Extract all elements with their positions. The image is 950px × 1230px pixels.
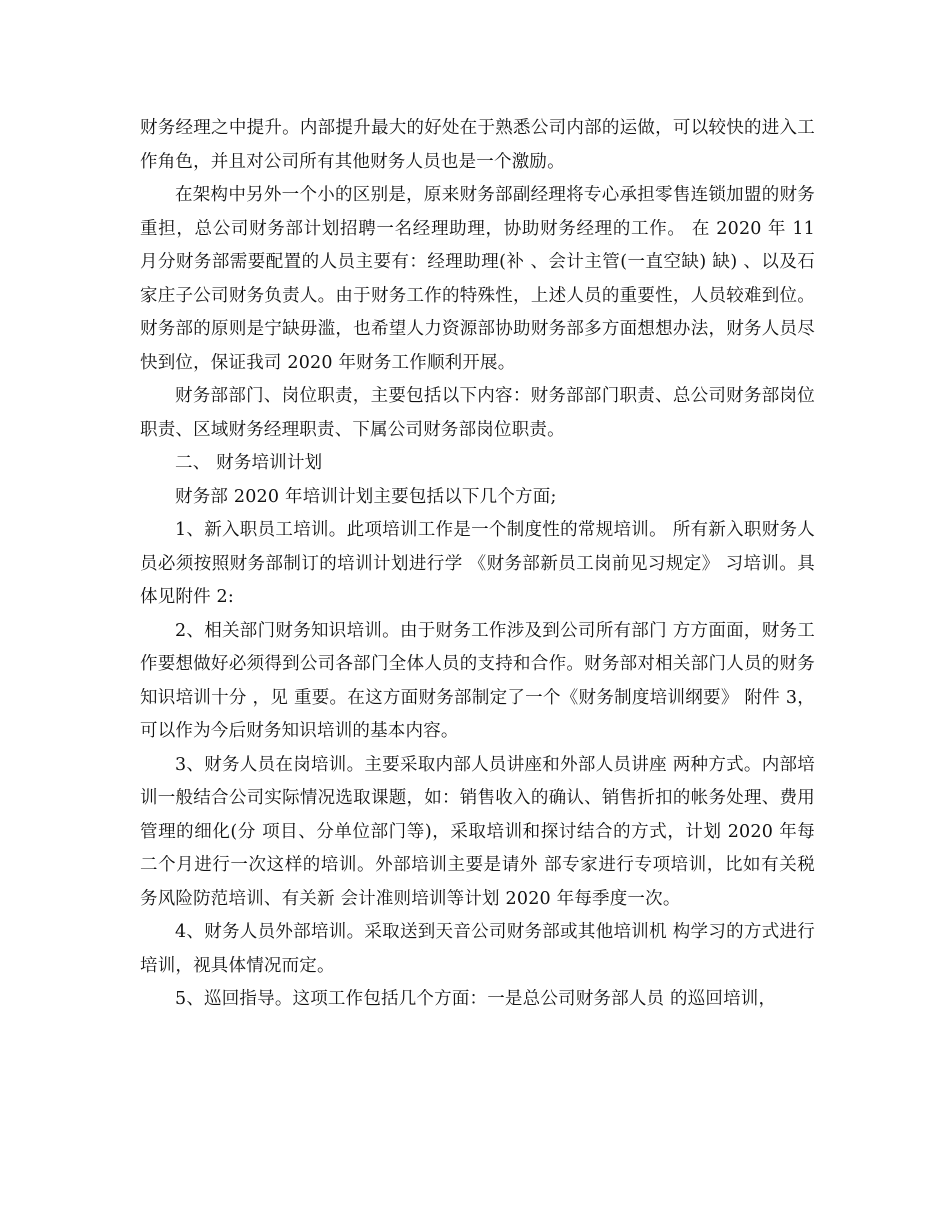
paragraph-item-3: 3、财务人员在岗培训。主要采取内部人员讲座和外部人员讲座 两种方式。内部培训一般结合公司实际情况选取课题，如：销售收入的确认、销售折扣的帐务处理、费用管理的细化(分 项目、分单位部门等)，采取培训和探讨结合的方式，计划 2020 年每二个月进行一次这样的培训。外部培训主要是请外 部专家进行专项培训，比如有关税务风险防范培训、有关新 会计准则培训等计划 2020 年每季度一次。 bbox=[140, 754, 815, 909]
section-heading-training: 二、 财务培训计划 bbox=[175, 453, 323, 473]
paragraph-item-2: 2、相关部门财务知识培训。由于财务工作涉及到公司所有部门 方方面面，财务工作要想做好必须得到公司各部门全体人员的支持和合作。财务部对相关部门人员的财务知识培训十分 ，见 重要。在这方面财务部制定了一个《财务制度培训纲要》 附件 3，可以作为今后财务知识培训的基本内容。 bbox=[140, 620, 815, 741]
paragraph-training-intro: 财务部 2020 年培训计划主要包括以下几个方面; bbox=[175, 486, 557, 507]
paragraph-item-5: 5、巡回指导。这项工作包括几个方面：一是总公司财务部人员 的巡回培训， bbox=[175, 989, 777, 1009]
paragraph-responsibilities: 财务部部门、岗位职责，主要包括以下内容：财务部部门职责、总公司财务部岗位职责、区域财务经理职责、下属公司财务部岗位职责。 bbox=[140, 386, 815, 440]
paragraph-item-1: 1、新入职员工培训。此项培训工作是一个制度性的常规培训。 所有新入职财务人员必须按照财务部制订的培训计划进行学 《财务部新员工岗前见习规定》 习培训。具体见附件 2: bbox=[140, 520, 815, 607]
document-body bbox=[140, 112, 815, 1017]
paragraph-item-4: 4、财务人员外部培训。采取送到天音公司财务部或其他培训机 构学习的方式进行培训，视具体情况而定。 bbox=[140, 922, 815, 976]
paragraph-structure: 在架构中另外一个小的区别是，原来财务部副经理将专心承担零售连锁加盟的财务重担，总公司财务部计划招聘一名经理助理，协助财务经理的工作。 在 2020 年 11 月分财务部需要配置的人员主要有：经理助理(补 、会计主管(一直空缺) 缺) 、以及石家庄子公司财务负责人。由于财务工作的特殊性，上述人员的重要性，人员较难到位。财务部的原则是宁缺毋滥，也希望人力资源部协助财务部多方面想想办法，财务人员尽快到位，保证我司 2020 年财务工作顺利开展。 bbox=[140, 185, 815, 373]
paragraph-continuation: 财务经理之中提升。内部提升最大的好处在于熟悉公司内部的运做，可以较快的进入工作角色，并且对公司所有其他财务人员也是一个激励。 bbox=[140, 118, 815, 172]
